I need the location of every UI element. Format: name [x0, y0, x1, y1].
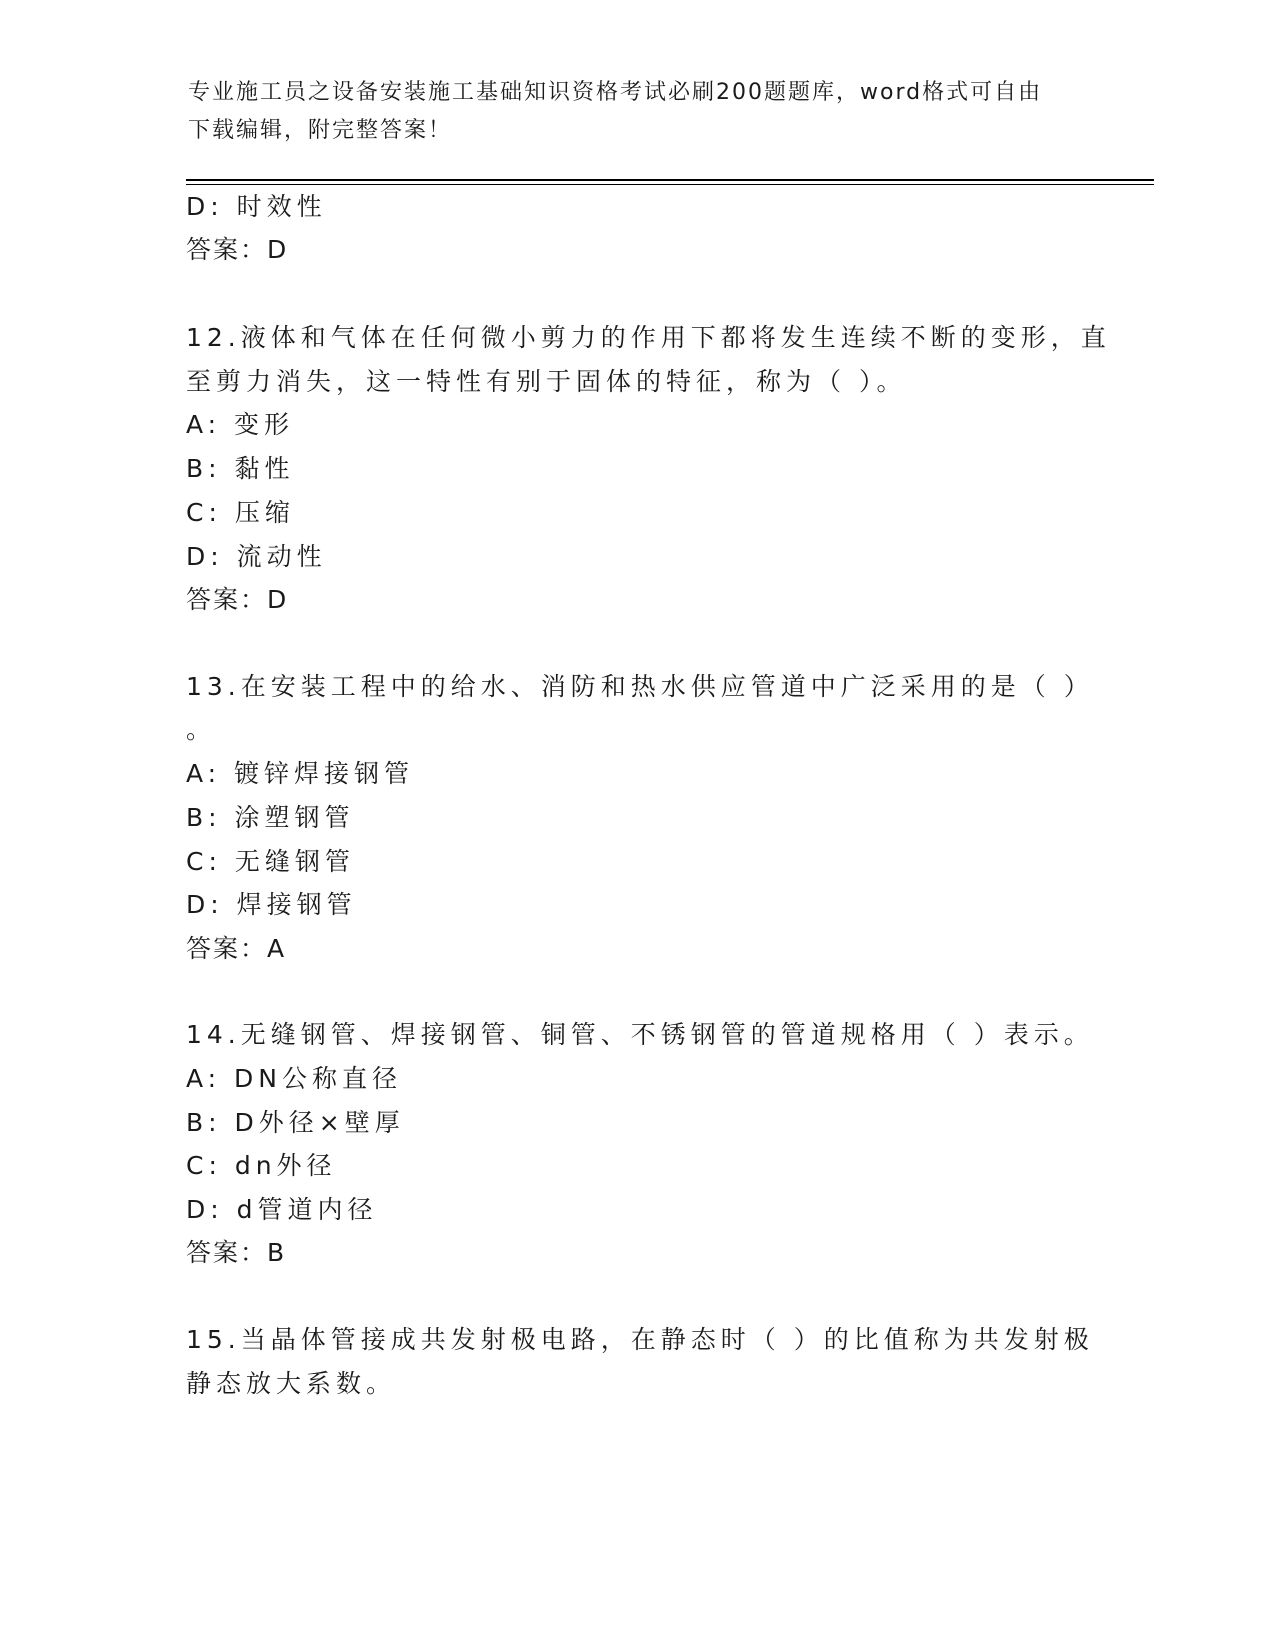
q13-option-c: C: 无缝钢管 — [186, 847, 355, 876]
q13-stem-line2: 。 — [186, 715, 217, 744]
q14-option-d: D: d管道内径 — [186, 1195, 378, 1224]
header-title-line1: 专业施工员之设备安装施工基础知识资格考试必刷200题题库，word格式可自由 — [188, 80, 1043, 105]
document-header — [188, 74, 1088, 150]
q12-option-c: C: 压缩 — [186, 498, 295, 527]
q12-stem-line2: 至剪力消失，这一特性有别于固体的特征，称为（ ）。 — [186, 367, 907, 396]
q13-option-b: B: 涂塑钢管 — [186, 803, 355, 832]
header-title-line2: 下载编辑，附完整答案！ — [188, 118, 453, 143]
q12-option-a: A: 变形 — [186, 410, 295, 439]
q12-option-b: B: 黏性 — [186, 454, 295, 483]
q13-answer: 答案：A — [186, 934, 287, 963]
q14-answer: 答案：B — [186, 1238, 287, 1267]
q11-answer: 答案：D — [186, 235, 289, 264]
q13-option-d: D: 焊接钢管 — [186, 890, 357, 919]
q14-option-c: C: dn外径 — [186, 1151, 337, 1180]
q12-stem-line1: 12.液体和气体在任何微小剪力的作用下都将发生连续不断的变形，直 — [186, 323, 1111, 352]
q15-stem-line1: 15.当晶体管接成共发射极电路，在静态时（ ）的比值称为共发射极 — [186, 1325, 1094, 1354]
q13-option-a: A: 镀锌焊接钢管 — [186, 759, 415, 788]
q12-option-d: D: 流动性 — [186, 542, 327, 571]
q13-stem-line1: 13.在安装工程中的给水、消防和热水供应管道中广泛采用的是（ ） — [186, 672, 1094, 701]
q14-stem-line1: 14.无缝钢管、焊接钢管、铜管、不锈钢管的管道规格用（ ）表示。 — [186, 1020, 1094, 1049]
q15-stem-line2: 静态放大系数。 — [186, 1369, 397, 1398]
q11-option-d: D: 时效性 — [186, 192, 327, 221]
q14-option-a: A: DN公称直径 — [186, 1064, 402, 1093]
header-divider-thin — [186, 184, 1154, 185]
q12-answer: 答案：D — [186, 585, 289, 614]
q14-option-b: B: D外径×壁厚 — [186, 1108, 405, 1137]
header-divider-thick — [186, 179, 1154, 181]
